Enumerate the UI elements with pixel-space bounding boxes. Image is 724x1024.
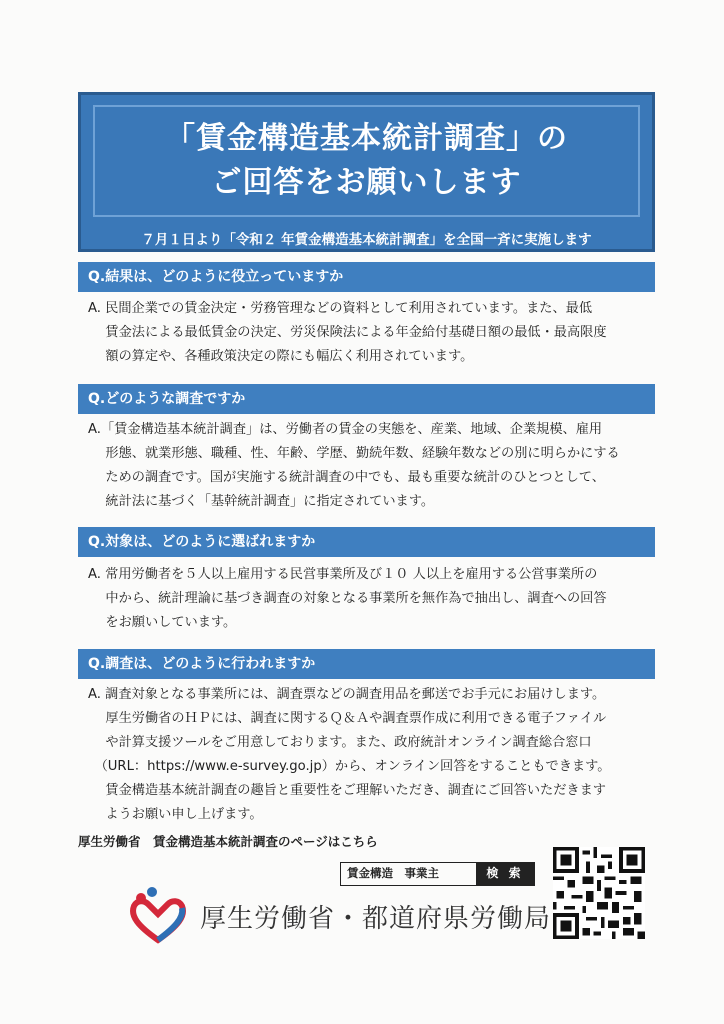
page-title-line2: ご回答をお願いします [211, 165, 522, 200]
answer-line: ための調査です。国が実施する統計調査の中でも、最も重要な統計のひとつとして、 [88, 470, 605, 485]
question-heading-results: Q.結果は、どのように役立っていますか [78, 262, 655, 292]
answer-line: A. 調査対象となる事業所には、調査票などの調査用品を郵送でお手元にお届けします。 [88, 687, 606, 702]
question-heading-survey-type: Q.どのような調査ですか [78, 384, 655, 414]
answer-line: 厚生労働省のＨＰには、調査に関するＱ＆Ａや調査票作成に利用できる電子ファイル [88, 711, 607, 726]
answer-survey-type [88, 418, 660, 514]
answer-line: 形態、就業形態、職種、性、年齢、学歴、勤続年数、経験年数などの別に明らかにする [88, 446, 620, 461]
answer-line: A. 民間企業での賃金決定・労務管理などの資料として利用されています。また、最低 [88, 301, 593, 316]
question-heading-targets: Q.対象は、どのように選ばれますか [78, 527, 655, 557]
answer-results [88, 297, 660, 369]
search-query[interactable]: 賃金構造 事業主 [347, 866, 439, 880]
answer-line: 中から、統計理論に基づき調査の対象となる事業所を無作為で抽出し、調査への回答 [88, 591, 607, 606]
search-button[interactable]: 検 索 [476, 863, 534, 885]
answer-line: A.「賃金構造基本統計調査」は、労働者の賃金の実態を、産業、地域、企業規模、雇用 [88, 422, 603, 437]
search-box[interactable] [340, 862, 535, 886]
answer-line: 額の算定や、各種政策決定の際にも幅広く利用されています。 [88, 349, 474, 364]
answer-line: 統計法に基づく「基幹統計調査」に指定されています。 [88, 494, 435, 509]
organization-name: 厚生労働省・都道府県労働局 [200, 904, 552, 934]
question-heading-method: Q.調査は、どのように行われますか [78, 649, 655, 679]
answer-targets [88, 563, 660, 635]
answer-line: A. 常用労働者を５人以上雇用する民営事業所及び１０ 人以上を雇用する公営事業所の [88, 567, 598, 582]
answer-line: や計算支援ツールをご用意しております。また、政府統計オンライン調査総合窓口 [88, 735, 592, 750]
title-banner [78, 92, 655, 252]
ministry-logo-icon [128, 884, 188, 944]
answer-method [88, 683, 660, 827]
answer-line: をお願いしています。 [88, 615, 237, 630]
footer-note: 厚生労働省 賃金構造基本統計調査のページはこちら [78, 834, 378, 849]
answer-line: ようお願い申し上げます。 [88, 807, 263, 822]
page-subtitle: ７月１日より「令和２ 年賃金構造基本統計調査」を全国一斉に実施します [141, 232, 592, 248]
answer-line: 賃金法による最低賃金の決定、労災保険法による年金給付基礎日額の最低・最高限度 [88, 325, 607, 340]
answer-line: 賃金構造基本統計調査の趣旨と重要性をご理解いただき、調査にご回答いただきます [88, 783, 606, 798]
page-title-line1: 「賃金構造基本統計調査」の [165, 121, 568, 156]
answer-line: （URL：https://www.e-survey.go.jp）から、オンライン回答をすることもできます。 [88, 759, 611, 774]
qr-code-icon[interactable] [553, 847, 645, 939]
